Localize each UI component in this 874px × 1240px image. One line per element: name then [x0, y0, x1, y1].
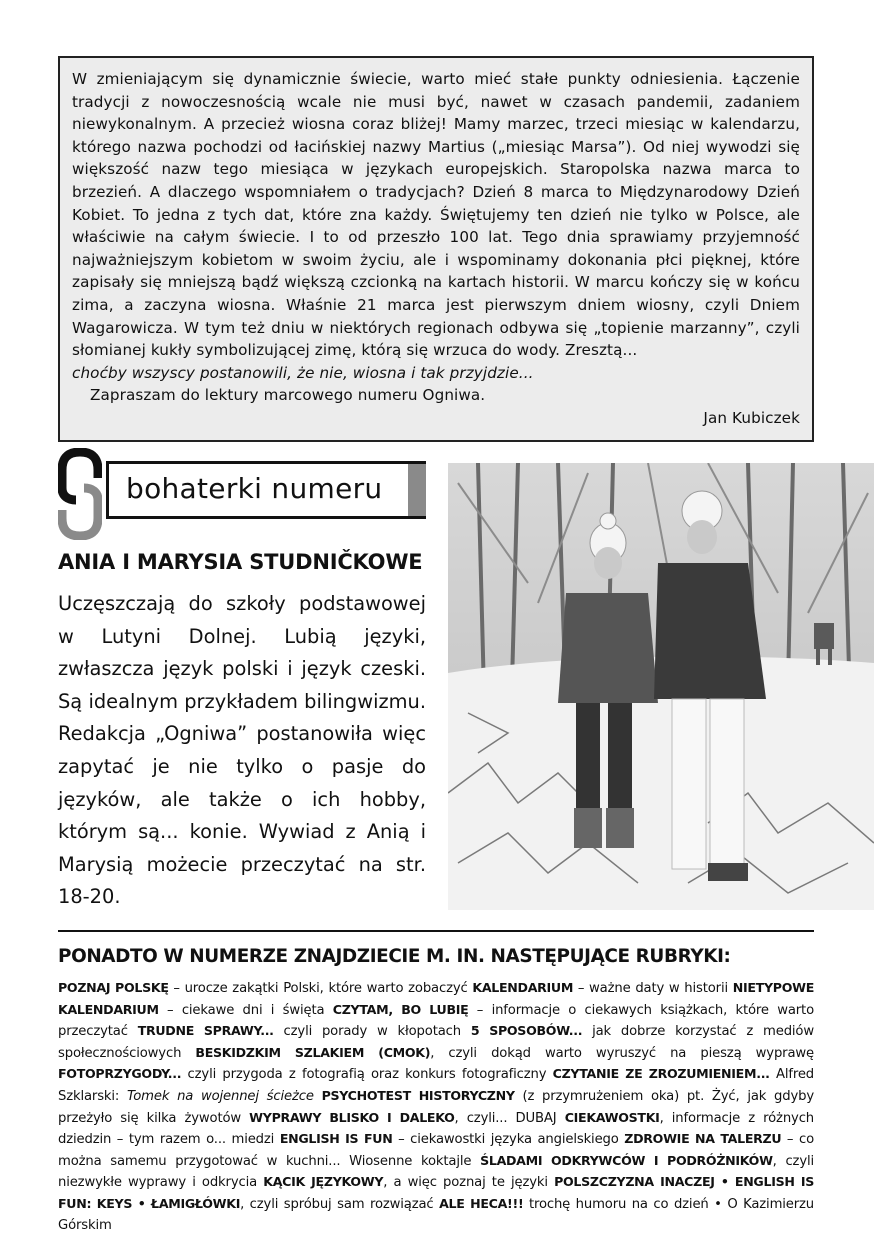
rubric-description: – co można samemu przygotować w kuchni... Wiosenne koktajle: [58, 1132, 815, 1169]
more-rubrics-title: PONADTO W NUMERZE ZNAJDZIECIE M. IN. NASTĘPUJĄCE RUBRYKI:: [58, 946, 731, 967]
editorial-box: [58, 56, 814, 442]
rubric-name: ZDROWIE NA TALERZU: [624, 1131, 782, 1147]
rubric-description: , a więc poznaj te języki: [383, 1175, 555, 1191]
rubric-description: (z przymrużeniem oka) pt. Żyć, jak gdyby przeżyło się kilka żywotów: [58, 1088, 814, 1126]
heroines-text: Uczęszczają do szkoły podstawowej w Lutyni Dolnej. Lubią języki, zwłaszcza język polski i język czeski. Są idealnym przykładem bilingwizmu. Redakcja „Ogniwa” postanowiła więc zapytać je nie tylko o pasje do języków, ale także o ich hobby, którym są... konie. Wywiad z Anią i Marysią możecie przeczytać na str. 18-20.: [58, 592, 426, 909]
rubric-description: czyli przygoda z fotografią oraz konkurs fotograficzny: [181, 1067, 553, 1083]
editorial-invite: Zapraszam do lektury marcowego numeru Ogniwa.: [90, 386, 486, 405]
rubric-description: – ciekawostki języka angielskiego: [392, 1132, 625, 1148]
rubric-book-title: Tomek na wojennej ścieżce: [126, 1088, 314, 1104]
section-header: [58, 448, 428, 540]
heroines-name: ANIA I MARYSIA STUDNIČKOWE: [58, 550, 423, 574]
editorial-signature: Jan Kubiczek: [703, 408, 800, 427]
rubric-name: KALENDARIUM: [472, 980, 574, 995]
rubric-description: , czyli spróbuj sam rozwiązać: [240, 1196, 440, 1212]
rubric-name: CZYTANIE ZE ZROZUMIENIEM...: [552, 1066, 770, 1082]
heroines-photo: [448, 463, 874, 910]
rubric-description: – ciekawe dni i święta: [158, 1002, 333, 1018]
rubric-description: , informacje z różnych dziedzin – tym razem o... miedzi: [58, 1110, 815, 1148]
rubric-description: czyli porady w kłopotach: [273, 1024, 471, 1040]
rubric-description: – ważne daty w historii: [573, 981, 733, 996]
rubric-name: POLSZCZYZNA INACZEJ • ENGLISH IS FUN: KEYS • ŁAMIGŁÓWKI: [58, 1174, 814, 1211]
section-divider: [58, 930, 814, 932]
rubric-description: jak dobrze korzystać z mediów społecznościowych: [58, 1024, 814, 1061]
section-label: bohaterki numeru: [126, 472, 383, 505]
rubric-description: trochę humoru na co dzień • O Kazimierzu Górskim: [58, 1196, 814, 1233]
ogniwo-chain-logo-icon: [58, 448, 102, 540]
rubric-description: – urocze zakątki Polski, które warto zobaczyć: [168, 981, 473, 996]
rubric-name: FOTOPRZYGODY...: [58, 1066, 182, 1082]
rubric-description: – informacje o ciekawych książkach, które warto przeczytać: [58, 1002, 814, 1040]
rubric-name: ŚLADAMI ODKRYWCÓW I PODRÓŻNIKÓW: [480, 1152, 773, 1168]
rubric-description: Alfred Szklarski:: [58, 1067, 815, 1104]
editorial-paragraph: W zmieniającym się dynamicznie świecie, warto mieć stałe punkty odniesienia. Łączenie tradycji z nowoczesnością wcale nie musi być, nawet w czasach pandemii, zadaniem niewykonalnym. A przecież wiosna coraz bliżej! Mamy marzec, trzeci miesiąc w kalendarzu, którego nazwa pochodzi od łacińskiej nazwy Martius („miesiąc Marsa”). Od niej wywodzi się większość nazw tego miesiąca w językach europejskich. Staropolska nazwa marca to brzezień. A dlaczego wspomniałem o tradycjach? Dzień 8 marca to Międzynarodowy Dzień Kobiet. To jedna z tych dat, które zna każdy. Świętujemy ten dzień nie tylko w Polsce, ale właściwie na całym świecie. I to od przeszło 100 lat. Tego dnia sprawiamy przyjemność najważniejszym kobietom w swoim życiu, ale i wspominamy dokonania płci pięknej, które zapisały się mniejszą bądź większą czcionką na kartach historii. W marcu kończy się w końcu zima, a zaczyna wiosna. Właśnie 21 marca jest pierwszym dniem wiosny, czyli Dniem Wagarowicza. W tym też dniu w niektórych regionach odbywa się „topienie marzanny”, czyli słomianej kukły symbolizującej zimę, którą się wrzuca do wody. Zresztą...: [72, 70, 800, 360]
rubric-name: 5 SPOSOBÓW...: [470, 1023, 583, 1039]
editorial-italic-line: choćby wszyscy postanowili, że nie, wiosna i tak przyjdzie...: [72, 363, 534, 382]
rubric-name: WYPRAWY BLISKO I DALEKO: [249, 1109, 455, 1125]
photo-two-girls-in-snowy-forest-icon: [448, 463, 874, 910]
rubric-name: KĄCIK JĘZYKOWY: [263, 1174, 384, 1190]
rubrics-list: [58, 978, 814, 1236]
rubric-description-tail: [314, 1089, 322, 1104]
section-tab: [106, 461, 426, 519]
rubric-name: CIEKAWOSTKI: [564, 1109, 660, 1125]
rubric-name: PSYCHOTEST HISTORYCZNY: [321, 1087, 515, 1103]
rubric-name: BESKIDZKIM SZLAKIEM (CMOK): [195, 1044, 431, 1060]
rubric-name: ENGLISH IS FUN: [279, 1131, 393, 1147]
rubric-name: NIETYPOWE KALENDARIUM: [58, 980, 815, 1017]
rubric-name: TRUDNE SPRAWY...: [137, 1023, 274, 1039]
rubric-description: , czyli dokąd warto wyruszyć na pieszą wyprawę: [430, 1045, 814, 1061]
rubric-name: ALE HECA!!!: [439, 1195, 524, 1211]
rubric-description: , czyli... DUBAJ: [454, 1110, 565, 1126]
rubric-name: CZYTAM, BO LUBIĘ: [332, 1001, 469, 1017]
rubric-description: , czyli niezwykłe wyprawy i odkrycia: [58, 1153, 814, 1191]
rubric-name: POZNAJ POLSKĘ: [58, 980, 169, 995]
